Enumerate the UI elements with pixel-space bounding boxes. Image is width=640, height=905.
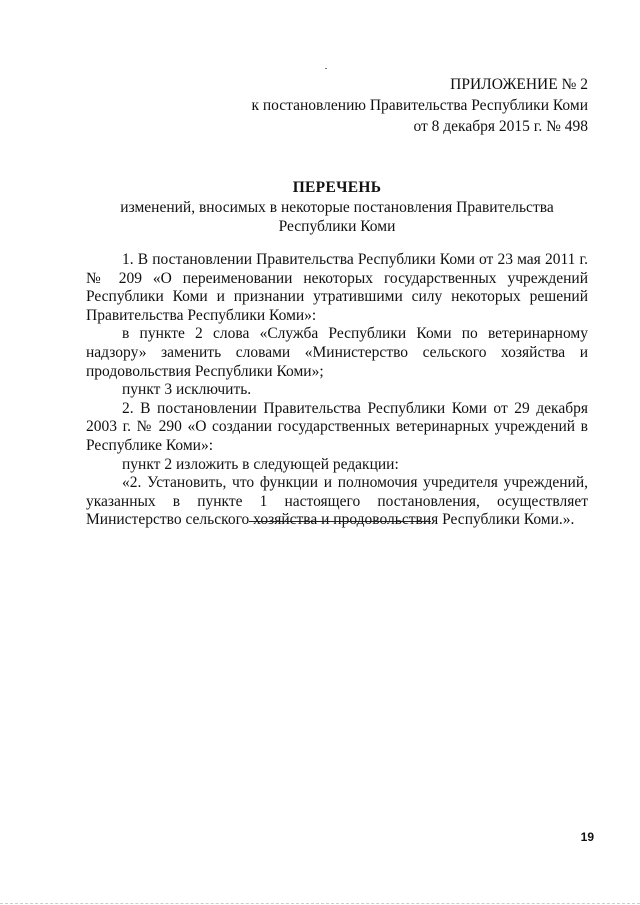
scan-speck bbox=[325, 68, 327, 69]
appendix-reference: к постановлению Правительства Республики Коми bbox=[251, 97, 588, 114]
paragraph-4: 2. В постановлении Правительства Республики Коми от 29 декабря 2003 г. № 290 «О создании государственных ветеринарных учреждений в Республике Коми»: bbox=[86, 399, 588, 454]
title-heading: ПЕРЕЧЕНЬ bbox=[292, 179, 382, 196]
paragraph-2: в пункте 2 слова «Служба Республики Коми по ветеринарному надзору» заменить словами «Министерство сельского хозяйства и продовольствия Республики Коми»; bbox=[86, 325, 588, 380]
document-body bbox=[86, 251, 588, 530]
paragraph-6: «2. Установить, что функции и полномочия учредителя учреждений, указанных в пункте 1 настоящего постановления, осуществляет Министерство сельского хозяйства и продовольствия Республики Коми.». bbox=[86, 474, 588, 529]
page-number: 19 bbox=[580, 830, 594, 844]
appendix-date: от 8 декабря 2015 г. № 498 bbox=[413, 118, 588, 135]
paragraph-1: 1. В постановлении Правительства Республики Коми от 23 мая 2011 г. № 209 «О переименовании некоторых государственных учреждений Республики Коми и признании утратившими силу некоторых решений Правительства Республики Коми»: bbox=[86, 251, 588, 324]
appendix-number: ПРИЛОЖЕНИЕ № 2 bbox=[450, 76, 588, 93]
closing-divider bbox=[249, 521, 431, 522]
paragraph-5: пункт 2 изложить в следующей редакции: bbox=[122, 455, 399, 473]
title-subtitle-line1: изменений, вносимых в некоторые постановления Правительства bbox=[120, 199, 554, 216]
document-title bbox=[100, 178, 574, 236]
title-subtitle-line2: Республики Коми bbox=[278, 218, 396, 235]
paragraph-3: пункт 3 исключить. bbox=[122, 381, 252, 399]
appendix-header bbox=[168, 74, 588, 137]
